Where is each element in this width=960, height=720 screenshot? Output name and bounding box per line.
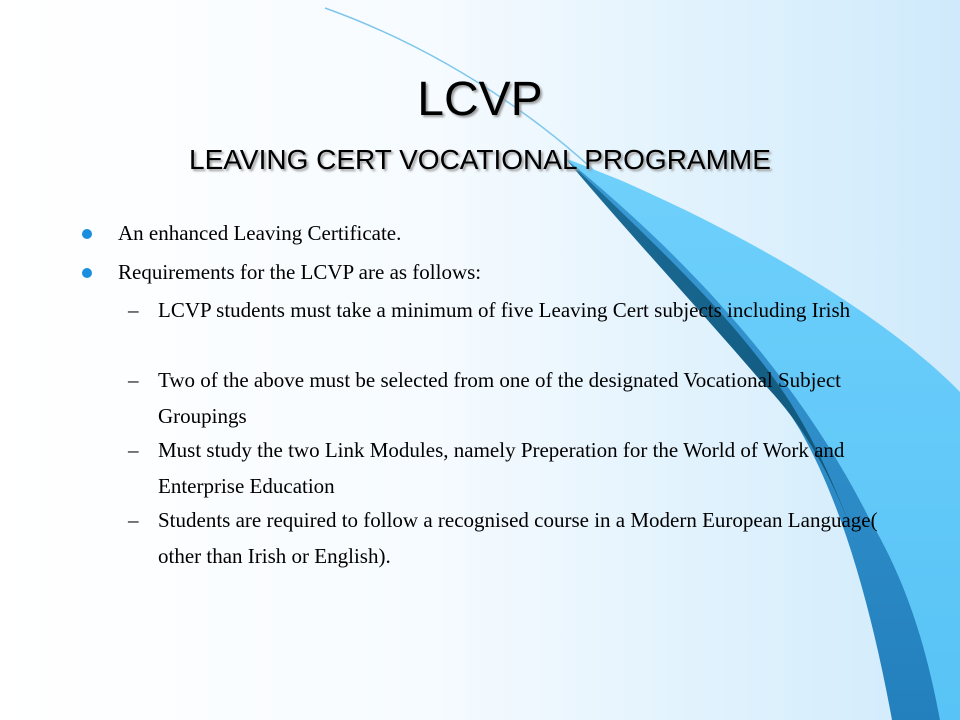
dash-marker: – xyxy=(128,298,139,322)
dash-marker: – xyxy=(128,508,139,532)
slide-title: LCVP xyxy=(417,73,543,126)
sub-bullet-item xyxy=(128,502,898,574)
sub-bullet-text: Students are required to follow a recognised course in a Modern European Language( other than Irish or English). xyxy=(158,508,878,568)
sub-bullet-item xyxy=(128,362,898,434)
sub-bullet-text: LCVP students must take a minimum of five Leaving Cert subjects including Irish xyxy=(158,298,851,322)
dash-marker: – xyxy=(128,438,139,462)
bullet-item xyxy=(118,219,878,248)
bullet-text: Requirements for the LCVP are as follows: xyxy=(118,260,482,284)
dash-marker: – xyxy=(128,368,139,392)
sub-bullet-item xyxy=(128,432,898,504)
bullet-dot-icon xyxy=(82,229,92,239)
sub-bullet-text: Must study the two Link Modules, namely Preperation for the World of Work and Enterprise Education xyxy=(158,438,845,498)
sub-bullet-text: Two of the above must be selected from one of the designated Vocational Subject Groupings xyxy=(158,368,841,428)
sub-bullet-item xyxy=(128,292,898,328)
slide-subtitle: LEAVING CERT VOCATIONAL PROGRAMME xyxy=(189,144,771,175)
bullet-dot-icon xyxy=(82,268,92,278)
bullet-item xyxy=(118,258,878,287)
bullet-text: An enhanced Leaving Certificate. xyxy=(118,221,402,245)
